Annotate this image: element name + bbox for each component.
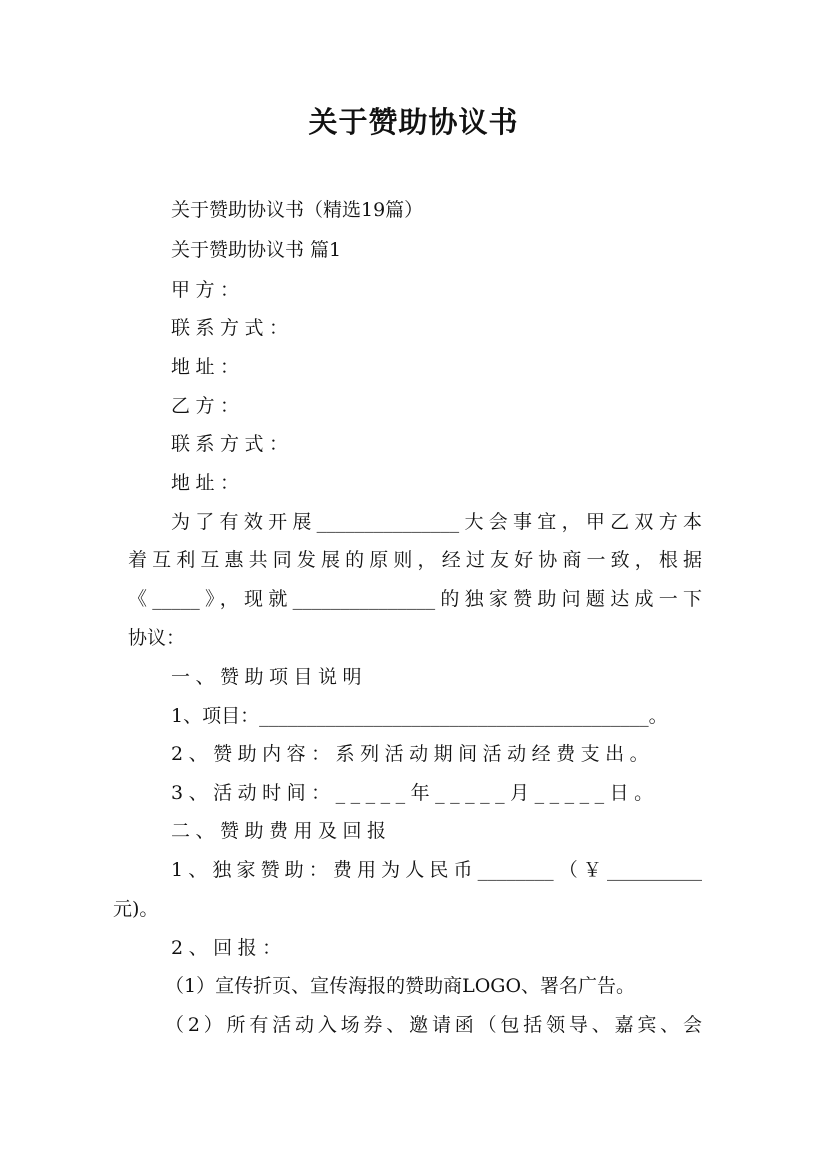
section-heading-line: 一、赞助项目说明: [171, 666, 368, 688]
list-item-line: （2）所有活动入场券、邀请函（包括领导、嘉宾、会: [165, 1014, 702, 1036]
body-text-line: 元)。: [113, 898, 159, 920]
list-item-line: 1、项目：_________________________________________。: [171, 705, 668, 727]
list-item-line: （1）宣传折页、宣传海报的赞助商LOGO、署名广告。: [165, 975, 636, 997]
party-a-address-line: 地址：: [171, 356, 245, 378]
section-heading-line: 关于赞助协议书 篇1: [171, 239, 342, 261]
party-b-contact-line: 联系方式：: [171, 433, 294, 455]
subtitle-line: 关于赞助协议书（精选19篇）: [171, 199, 424, 221]
list-item-line: 1、独家赞助：费用为人民币________（￥__________: [171, 859, 702, 881]
body-text-line: 为了有效开展_______________大会事宜，甲乙双方本: [171, 511, 702, 533]
body-text-line: 着互利互惠共同发展的原则，经过友好协商一致，根据: [128, 549, 702, 571]
list-item-line: 2、赞助内容：系列活动期间活动经费支出。: [171, 743, 655, 765]
party-a-line: 甲方：: [171, 279, 245, 301]
list-item-line: 3、活动时间：_____年_____月_____日。: [171, 782, 659, 804]
list-item-line: 2、回报：: [171, 937, 287, 959]
party-b-line: 乙方：: [171, 395, 245, 417]
party-a-contact-line: 联系方式：: [171, 317, 294, 339]
body-text-line: 协议：: [128, 627, 186, 649]
document-title: 关于赞助协议书: [308, 105, 519, 139]
party-b-address-line: 地址：: [171, 472, 245, 494]
body-text-line: 《_____》，现就_______________的独家赞助问题达成一下: [128, 588, 702, 610]
section-heading-line: 二、赞助费用及回报: [171, 820, 392, 842]
